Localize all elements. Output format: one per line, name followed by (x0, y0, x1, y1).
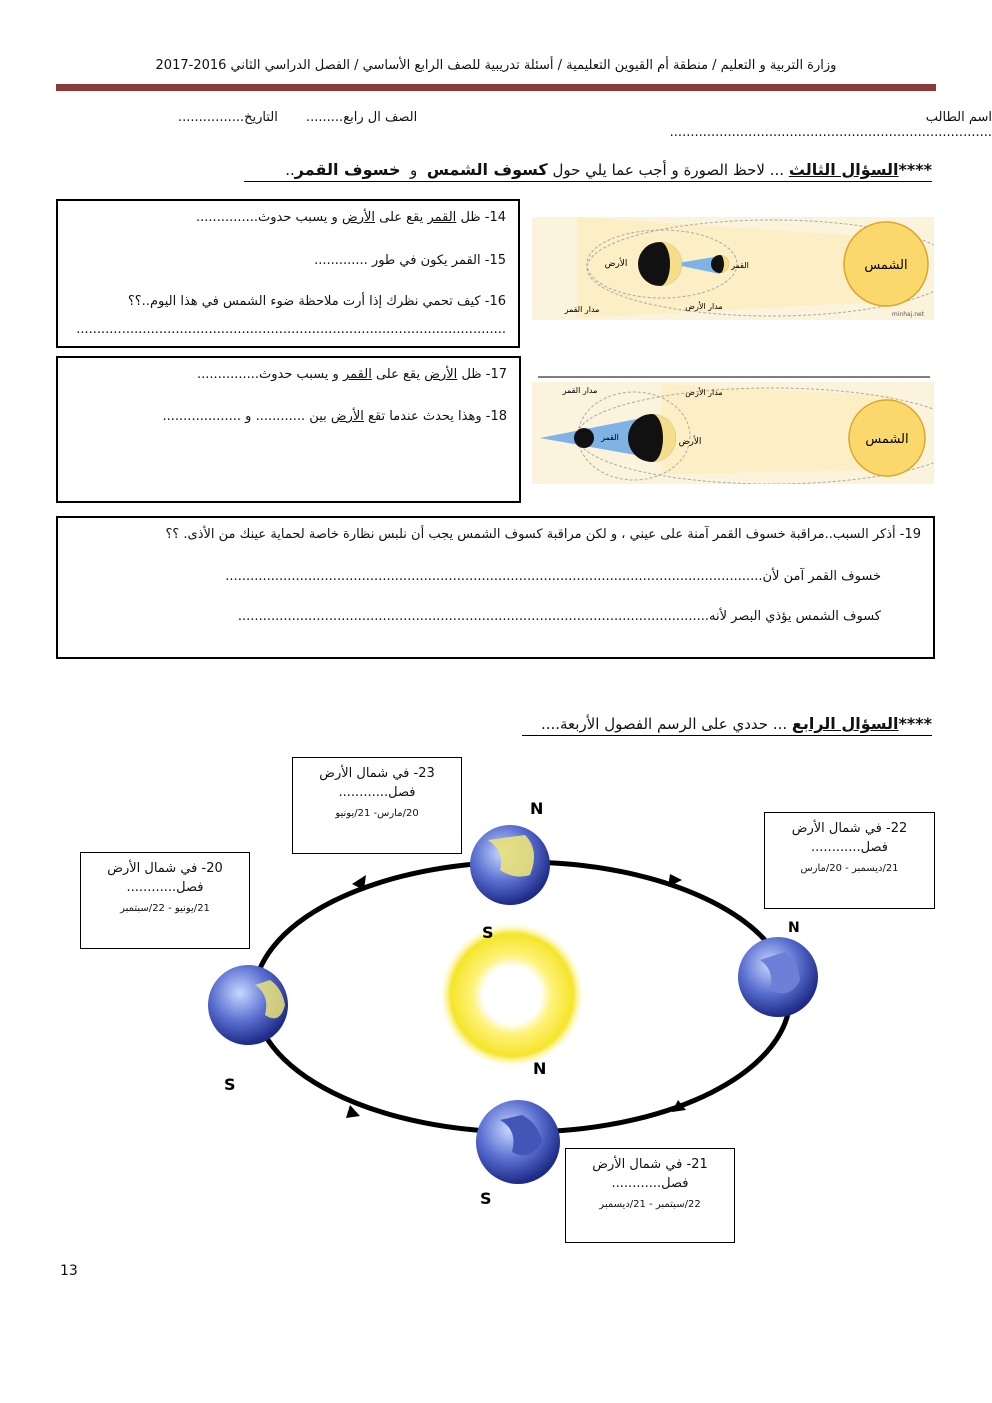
question-15[interactable]: 15- القمر يكون في طور ............. (314, 253, 506, 268)
q14-answer-blank[interactable]: و يسبب حدوث............... (196, 210, 338, 225)
q17-part: 17- ظل (461, 367, 507, 382)
season-21-dates: 22/سبتمبر - 21/ديسمبر (599, 1199, 701, 1210)
q3-and: و (410, 161, 418, 179)
season-21-answer[interactable]: فصل............ (611, 1176, 689, 1191)
q18-answer-blank[interactable]: بين ............ و ................... (162, 409, 327, 424)
q3-dots: ... (769, 161, 785, 179)
q18-part: 18- وهذا يحدث عندما تقع (368, 409, 507, 424)
q3-intro: لاحظ الصورة و أجب عما يلي حول (552, 161, 765, 179)
question-19-answer-lunar[interactable]: خسوف القمر آمن لأن.................................................................................................................................. (225, 569, 881, 584)
season-box-23 (292, 757, 462, 854)
season-21-title: 21- في شمال الأرض (592, 1157, 708, 1172)
q4-dots: ... (772, 715, 788, 733)
q17-moon: القمر (342, 367, 372, 382)
q14-part: 14- ظل (460, 210, 506, 225)
q3-end: .. (285, 161, 295, 179)
season-23-title: 23- في شمال الأرض (319, 766, 435, 781)
moon-label: القمر (731, 261, 749, 270)
season-20-dates: 21/يونيو - 22/سبتمبر (120, 903, 210, 914)
q18-earth: الأرض (330, 409, 364, 424)
q4-stars: **** (898, 714, 932, 733)
diagram-credit: minhaj.net (891, 311, 925, 318)
q4-intro: حددي على الرسم الفصول الأربعة.... (540, 715, 769, 733)
north-pole-label: N (788, 920, 800, 936)
question-19: 19- أذكر السبب..مراقبة خسوف القمر آمنة على عيني ، و لكن مراقبة كسوف الشمس يجب أن نلبس نظارة خاصة لحماية عينك من الأذى. ؟؟ (165, 527, 921, 542)
season-22-dates: 21/ديسمبر - 20/مارس (800, 863, 899, 874)
moon-orbit-label: مدار القمر (564, 305, 600, 314)
question-4-title (522, 714, 932, 736)
q17-answer-blank[interactable]: و يسبب حدوث............... (197, 367, 339, 382)
south-pole-label: S (224, 1075, 236, 1094)
q4-label: السؤال الرابع (791, 714, 899, 733)
q17-part: يقع على (375, 367, 421, 382)
orbit-arrow (346, 1105, 360, 1118)
season-box-21 (565, 1148, 735, 1243)
earth-winter-position (476, 1100, 560, 1184)
north-pole-label: N (533, 1059, 547, 1078)
sun-glow (440, 923, 584, 1067)
lunar-eclipse-diagram (532, 374, 934, 484)
q3-label: السؤال الثالث (788, 160, 899, 179)
question-3-title (244, 160, 932, 182)
season-23-dates: 20/مارس- 21/يونيو (335, 808, 419, 819)
page-header: وزارة التربية و التعليم / منطقة أم القيوين التعليمية / أسئلة تدريبية للصف الرابع الأساسي / الفصل الدراسي الثاني 2016-2017 (155, 58, 837, 73)
student-name-field[interactable]: اسم الطالب .............................................................................. (669, 110, 992, 140)
eclipse-safety-question-box (56, 516, 935, 659)
page-number: 13 (60, 1263, 78, 1279)
season-20-title: 20- في شمال الأرض (107, 861, 223, 876)
question-19-answer-solar[interactable]: كسوف الشمس يؤذي البصر لأنه.................................................................................................................. (237, 609, 881, 624)
earth-orbit-label: مدار الأرض (685, 388, 723, 397)
solar-eclipse-diagram (532, 212, 934, 320)
header-rule (56, 84, 936, 91)
earth-spring-position (738, 937, 818, 1017)
sun-label: الشمس (865, 432, 909, 447)
q14-earth: الأرض (341, 210, 376, 225)
question-16-answer-line[interactable]: ........................................................................................................ (76, 322, 506, 337)
south-pole-label: S (480, 1189, 492, 1208)
season-23-answer[interactable]: فصل............ (338, 785, 416, 800)
season-box-22 (764, 812, 935, 909)
solar-eclipse-questions-box (56, 199, 520, 348)
date-field[interactable]: التاريخ................ (178, 110, 278, 125)
season-box-20 (80, 852, 250, 949)
sun-label: الشمس (864, 258, 908, 273)
moon-orbit-label: مدار القمر (562, 386, 598, 395)
question-16: 16- كيف تحمي نظرك إذا أرت ملاحظة ضوء الشمس في هذا اليوم..؟؟ (127, 294, 506, 309)
q17-earth: الأرض (424, 367, 458, 382)
season-20-answer[interactable]: فصل............ (126, 880, 204, 895)
q14-moon: القمر (427, 210, 457, 225)
q3-topic-lunar-eclipse: خسوف القمر (294, 160, 401, 179)
question-17 (197, 367, 507, 382)
earth-summer-position (470, 825, 550, 905)
earth-label: الأرض (678, 437, 702, 447)
lunar-eclipse-questions-box (56, 356, 521, 503)
north-pole-label: N (530, 799, 544, 818)
earth-autumn-position (208, 965, 288, 1045)
south-pole-label: S (482, 923, 494, 942)
grade-field: الصف ال رابع......... (306, 110, 418, 125)
season-22-title: 22- في شمال الأرض (791, 821, 908, 836)
earth-orbit-label: مدار الأرض (685, 302, 723, 311)
question-18[interactable] (163, 409, 507, 424)
question-14 (196, 210, 506, 225)
q3-topic-solar-eclipse: كسوف الشمس (426, 160, 548, 179)
q3-stars: **** (898, 160, 932, 179)
earth-label: الأرض (604, 259, 628, 269)
season-22-answer[interactable]: فصل............ (811, 840, 888, 855)
moon-label: القمر (601, 433, 619, 442)
q14-part: يقع على (379, 210, 424, 225)
moon-globe (574, 428, 594, 448)
